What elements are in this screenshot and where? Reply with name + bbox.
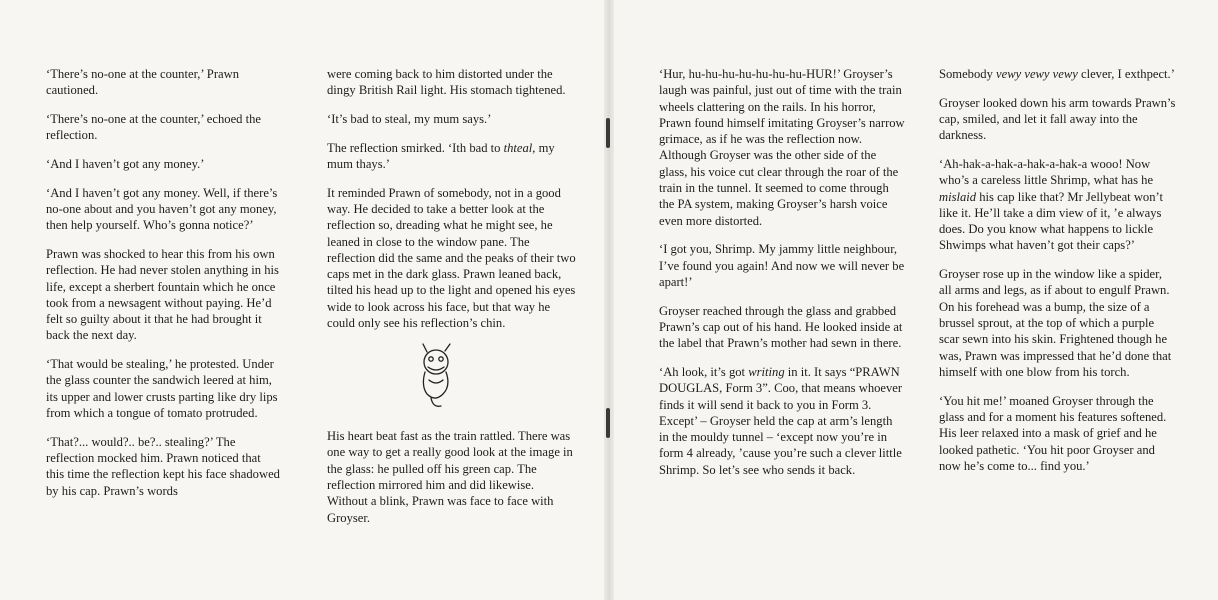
- paragraph: Groyser reached through the glass and grabbed Prawn’s cap out of his hand. He looked inside at the label that Prawn’s mother had sewn in there.: [659, 303, 903, 351]
- column-2: [327, 66, 577, 538]
- paragraph: ‘There’s no-one at the counter,’ Prawn cautioned.: [46, 67, 239, 98]
- italic-text: thteal: [503, 140, 533, 155]
- book-gutter: [604, 0, 614, 600]
- binding-stitch-top: [606, 118, 610, 148]
- text-run: ‘Ah-hak-a-hak-a-hak-a-hak-a wooo! Now who’s a careless little Shrimp, what has he: [939, 156, 1154, 188]
- paragraph: ‘It’s bad to steal, my mum says.’: [327, 111, 492, 126]
- paragraph: [659, 364, 905, 478]
- paragraph: [327, 140, 577, 173]
- text-run: in it. It says “PRAWN DOUGLAS, Form 3”. Coo, that means whoever finds it will send it back to you in Form 3. Except’ – Groyser held the cap at arm’s length in the mouldy tunnel – ‘except now you’re in form 4 already, ’cause you’re such a clever little Shrimp. So let’s see who sends it back.: [659, 364, 903, 477]
- italic-text: vewy vewy vewy: [996, 67, 1078, 81]
- text-run: Somebody: [939, 67, 997, 81]
- paragraph: ‘Hur, hu-hu-hu-hu-hu-hu-hu-HUR!’ Groyser’s laugh was painful, just out of time with the train wheels clattering on the rails. In his horror, Prawn found himself imitating Groyser’s narrow grimace, as if he was the reflection now. Although Groyser was the other side of the glass, his voice cut clear through the roar of the train in the tunnel. It seemed to come through the PA system, making Groyser’s harsh voice even more distorted.: [659, 67, 905, 228]
- paragraph: His heart beat fast as the train rattled. There was one way to get a really good look at the image in the glass: he pulled off his green cap. The reflection mirrored him and did likewise. Without a blink, Prawn was face to face with Groyser.: [327, 429, 573, 525]
- text-run: The reflection smirked. ‘Ith bad to: [327, 140, 504, 155]
- paragraph: ‘That would be stealing,’ he protested. Under the glass counter the sandwich leered at him, its upper and lower crusts parting like dry lips from which a tongue of tomato protruded.: [46, 357, 278, 420]
- paragraph: were coming back to him distorted under the dingy British Rail light. His stomach tightened.: [327, 67, 566, 98]
- column-1: [46, 66, 282, 511]
- text-run: his cap like that? Mr Jellybeat won’t like it. He’ll take a dim view of it, ’e always does. Do you know what happens to lickle Shwimps what haven’t got their caps?’: [939, 189, 1163, 253]
- paragraph: ‘That?... would?.. be?.. stealing?’ The reflection mocked him. Prawn noticed that this time the reflection kept his face shadowed by his cap. Prawn’s words: [46, 434, 280, 498]
- paragraph: Groyser rose up in the window like a spider, all arms and legs, as if about to engulf Prawn. On his forehead was a bump, the size of a brussel sprout, at the top of which a purple scar sewn into his skin. Frightened though he was, Prawn was impressed that he’d done that himself with one blow from his torch.: [939, 267, 1172, 379]
- paragraph: ‘And I haven’t got any money.’: [46, 156, 205, 171]
- paragraph: [939, 66, 1177, 82]
- italic-text: mislaid: [939, 189, 977, 204]
- paragraph: Prawn was shocked to hear this from his own reflection. He had never stolen anything in his life, except a sherbert fountain which he once took from a newsagent without paying. He’d felt so guilty about it that he had brought it back the next day.: [46, 246, 279, 343]
- paragraph: ‘There’s no-one at the counter,’ echoed the reflection.: [46, 111, 262, 143]
- binding-stitch-bottom: [606, 408, 610, 438]
- column-3: [659, 66, 905, 490]
- italic-text: writing: [748, 364, 785, 379]
- groyser-vignette-illustration: [413, 342, 459, 414]
- column-4: [939, 66, 1177, 486]
- paragraph: [939, 156, 1177, 254]
- paragraph: ‘And I haven’t got any money. Well, if there’s no-one about and you haven’t got any money, then help yourself. Who’s gonna notice?’: [46, 185, 278, 233]
- paragraph: It reminded Prawn of somebody, not in a good way. He decided to take a better look at the reflection so, dreading what he might see, he leaned in close to the window pane. The reflection did the same and the peaks of their two caps met in the dark glass. Prawn leaned back, tilted his head up to the light and opened his eyes wide to look across his face, but that way he could only see his reflection’s chin.: [327, 185, 576, 331]
- text-run: clever, I exthpect.’: [1077, 67, 1175, 81]
- paragraph: ‘You hit me!’ moaned Groyser through the glass and for a moment his features softened. His leer relaxed into a mask of grief and he looked pathetic. ‘You hit poor Groyser and now he’s come to... find you.’: [939, 393, 1167, 473]
- paragraph: ‘I got you, Shrimp. My jammy little neighbour, I’ve found you again! And now we will never be apart!’: [659, 242, 905, 289]
- text-run: , my mum thays.’: [327, 140, 555, 171]
- paragraph: Groyser looked down his arm towards Prawn’s cap, smiled, and let it fall away into the darkness.: [939, 95, 1176, 143]
- text-run: ‘Ah look, it’s got: [659, 364, 749, 379]
